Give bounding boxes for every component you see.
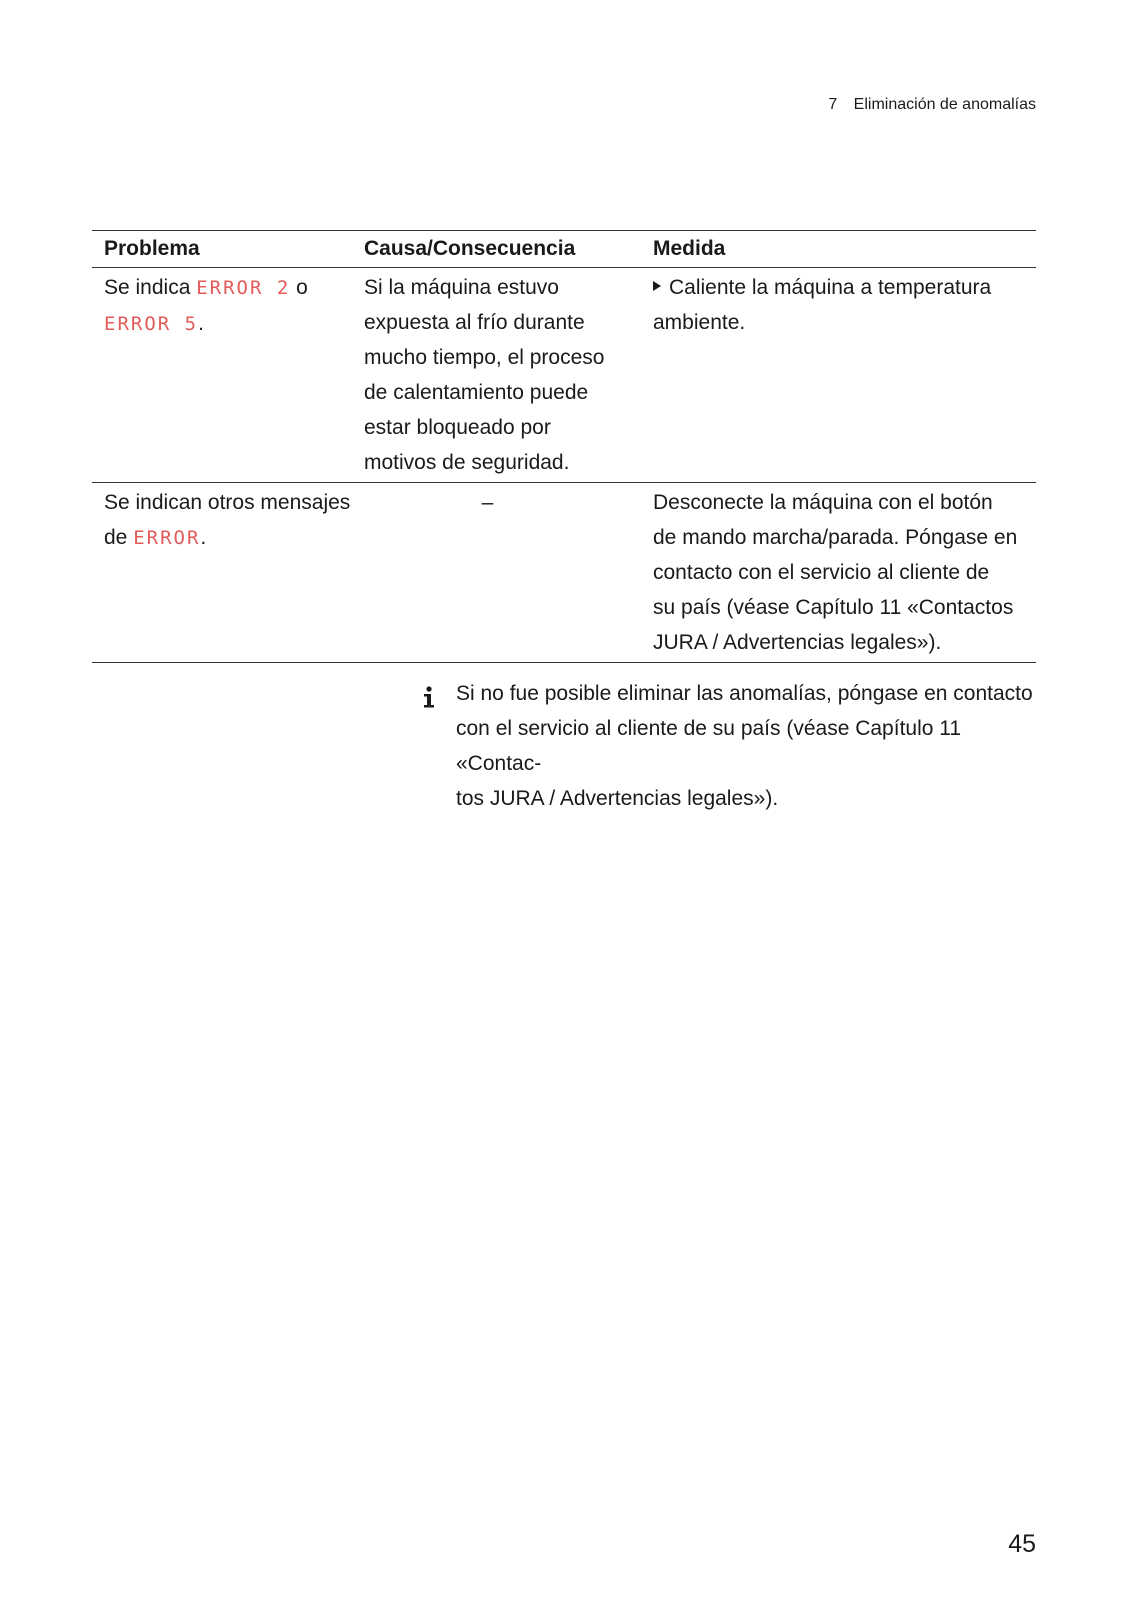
column-header-cause: Causa/Consecuencia <box>364 237 576 260</box>
measure-step <box>653 270 1036 305</box>
cause-line: estar bloqueado por <box>364 416 551 439</box>
measure-line: Desconecte la máquina con el botón <box>653 491 993 514</box>
note-line: Si no fue posible eliminar las anomalías, póngase en contacto <box>456 682 1033 705</box>
table-row <box>92 482 1036 662</box>
measure-line: JURA / Advertencias legales»). <box>653 631 942 654</box>
problem-text: . <box>200 526 207 549</box>
note-line: tos JURA / Advertencias legales»). <box>456 787 779 810</box>
page-number: 45 <box>1008 1530 1036 1558</box>
measure-line: ambiente. <box>653 311 746 334</box>
error-code: ERROR 5 <box>104 313 199 335</box>
measure-line: su país (véase Capítulo 11 «Contactos <box>653 596 1014 619</box>
chapter-title: Eliminación de anomalías <box>853 96 1036 113</box>
table-header <box>92 231 1036 268</box>
info-note-text <box>456 676 1040 816</box>
cause-line: de calentamiento puede <box>364 381 589 404</box>
triangle-bullet-icon <box>653 281 661 291</box>
error-code: ERROR <box>133 527 201 549</box>
problem-text: o <box>290 276 308 299</box>
chapter-number: 7 <box>828 96 838 113</box>
problem-text: . <box>198 312 204 335</box>
problem-text: Se indican otros mensajes <box>104 491 351 514</box>
cause-line: expuesta al frío durante <box>364 311 585 334</box>
problem-text: Se indica <box>104 276 197 299</box>
info-note <box>422 676 1040 816</box>
troubleshooting-table <box>92 230 1036 663</box>
cause-cell <box>362 268 651 482</box>
measure-line: de mando marcha/parada. Póngase en <box>653 526 1018 549</box>
measure-line: contacto con el servicio al cliente de <box>653 561 990 584</box>
column-header-measure: Medida <box>653 237 726 260</box>
problem-cell <box>92 483 362 662</box>
problem-text: de <box>104 526 134 549</box>
column-header-problem: Problema <box>104 237 200 260</box>
measure-line: Caliente la máquina a temperatura <box>669 276 992 299</box>
cause-cell: – <box>481 491 494 514</box>
problem-cell <box>92 268 362 482</box>
table-row <box>92 268 1036 482</box>
running-header <box>828 96 1036 114</box>
measure-cell <box>651 268 1036 482</box>
measure-cell <box>651 483 1036 662</box>
note-line: con el servicio al cliente de su país (véase Capítulo 11 «Contac- <box>456 717 962 775</box>
cause-line: mucho tiempo, el proceso <box>364 346 605 369</box>
error-code: ERROR 2 <box>196 277 291 299</box>
cause-line: Si la máquina estuvo <box>364 276 559 299</box>
info-icon <box>422 676 446 816</box>
cause-line: motivos de seguridad. <box>364 451 570 474</box>
